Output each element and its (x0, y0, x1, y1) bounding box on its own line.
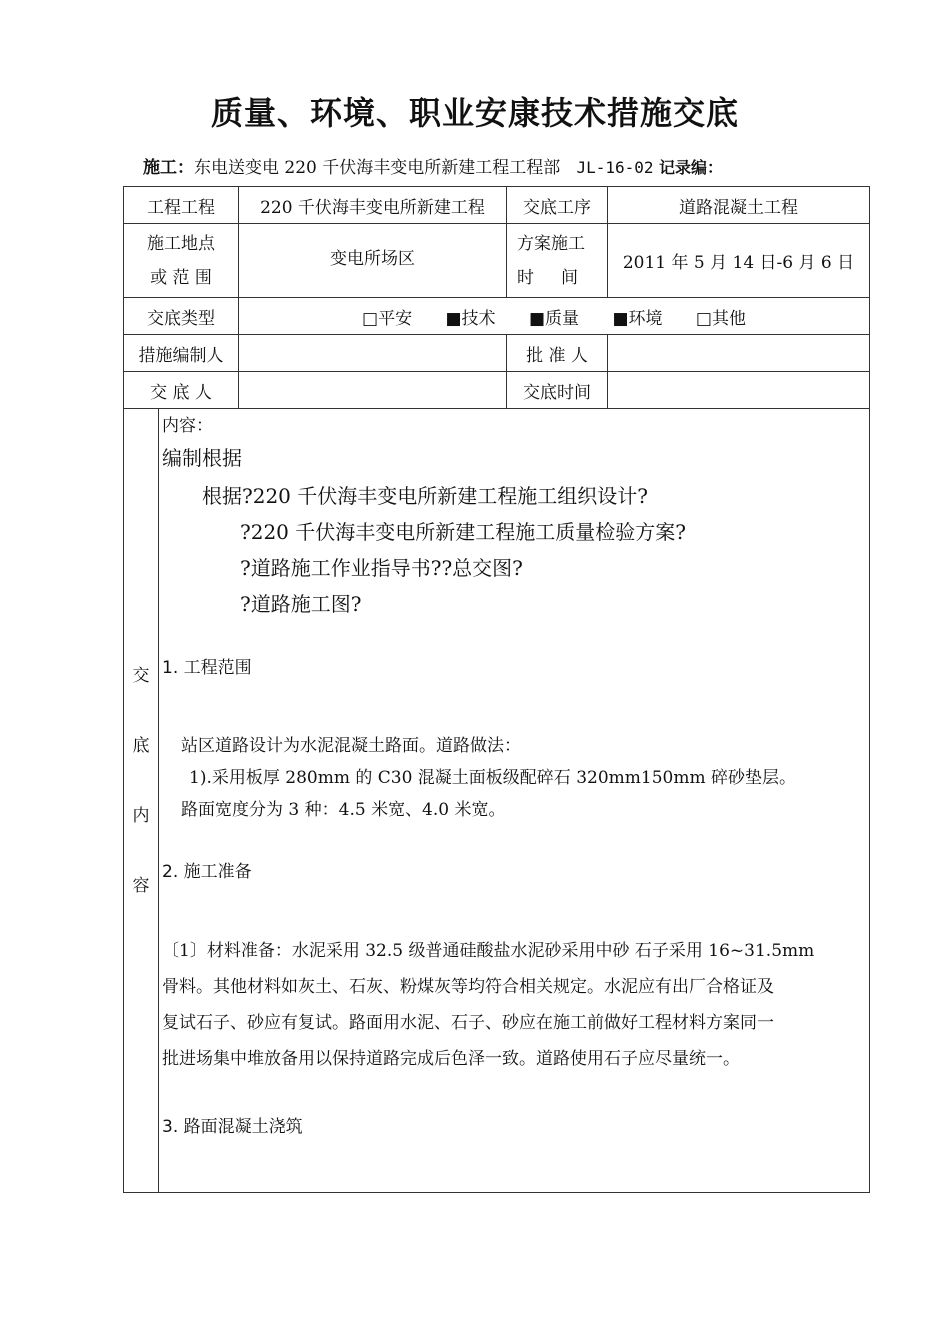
location-label-line2: 或 范 围 (150, 267, 212, 288)
side-char: 交 (132, 665, 150, 686)
table-row (124, 187, 870, 224)
basis-line: 根据?220 千伏海丰变电所新建工程施工组织设计? (202, 484, 648, 508)
type-option-other: □其他 (695, 308, 746, 329)
section1-heading: 1. 工程范围 (162, 658, 252, 678)
side-char: 容 (132, 875, 150, 896)
table-row (124, 372, 870, 409)
section2-line: 骨料。其他材料如灰土、石灰、粉煤灰等均符合相关规定。水泥应有出厂合格证及 (162, 977, 774, 997)
table-row (124, 335, 870, 372)
content-side-label (124, 409, 159, 1193)
basis-heading: 编制根据 (162, 446, 242, 470)
type-label: 交底类型 (124, 298, 239, 335)
briefer-value (239, 372, 507, 409)
section2-line: 批进场集中堆放备用以保持道路完成后色泽一致。道路使用石子应尽量统一。 (162, 1049, 740, 1069)
section1-line: 1).采用板厚 280mm 的 C30 混凝土面板级配碎石 320mm150mm 碎砂垫层。 (189, 768, 796, 788)
author-label: 措施编制人 (124, 335, 239, 372)
time-label (507, 224, 608, 298)
section1-line: 站区道路设计为水泥混凝土路面。道路做法： (181, 736, 521, 756)
header-code: JL-16-02 (576, 158, 654, 177)
basis-line: ?道路施工图? (240, 592, 362, 616)
brief-time-label: 交底时间 (507, 372, 608, 409)
type-option-safety: □平安 (362, 308, 413, 329)
briefer-label: 交 底 人 (124, 372, 239, 409)
project-label: 工程工程 (124, 187, 239, 224)
time-label-line1: 方案施工 (517, 233, 585, 254)
table-row (124, 224, 870, 298)
page-title: 质量、环境、职业安康技术措施交底 (210, 94, 739, 132)
table-row (124, 298, 870, 335)
section1-line: 路面宽度分为 3 种：4.5 米宽、4.0 米宽。 (181, 800, 506, 820)
content-body (159, 409, 870, 1193)
header-label: 施工： (143, 158, 194, 178)
briefing-table (123, 186, 870, 1193)
location-value: 变电所场区 (239, 224, 507, 298)
brief-time-value (608, 372, 870, 409)
side-char: 内 (132, 805, 150, 826)
location-label-line1: 施工地点 (147, 233, 215, 254)
process-value: 道路混凝土工程 (608, 187, 870, 224)
header-record-label: 记录编： (658, 158, 723, 177)
approver-label: 批 准 人 (507, 335, 608, 372)
type-option-environment: ■环境 (612, 308, 663, 329)
table-row (124, 409, 870, 1193)
project-value: 220 千伏海丰变电所新建工程 (239, 187, 507, 224)
type-options (239, 298, 870, 335)
header-line (143, 153, 723, 178)
side-char: 底 (132, 735, 150, 756)
type-option-technical: ■技术 (445, 308, 496, 329)
section2-heading: 2. 施工准备 (162, 862, 252, 882)
content-intro: 内容： (162, 416, 213, 436)
section2-line: 复试石子、砂应有复试。路面用水泥、石子、砂应在施工前做好工程材料方案同一 (162, 1013, 774, 1033)
type-option-quality: ■质量 (528, 308, 580, 329)
header-unit: 东电送变电 220 千伏海丰变电所新建工程工程部 (194, 158, 561, 178)
process-label: 交底工序 (507, 187, 608, 224)
time-value: 2011 年 5 月 14 日-6 月 6 日 (608, 224, 870, 298)
location-label (124, 224, 239, 298)
basis-line: ?220 千伏海丰变电所新建工程施工质量检验方案? (240, 520, 686, 544)
approver-value (608, 335, 870, 372)
section2-line: 〔1〕材料准备：水泥采用 32.5 级普通硅酸盐水泥砂采用中砂 石子采用 16~31.5mm (162, 941, 815, 961)
basis-line: ?道路施工作业指导书??总交图? (240, 556, 523, 580)
author-value (239, 335, 507, 372)
time-label-line2: 时 间 (517, 267, 579, 288)
section3-heading: 3. 路面混凝土浇筑 (162, 1117, 303, 1137)
